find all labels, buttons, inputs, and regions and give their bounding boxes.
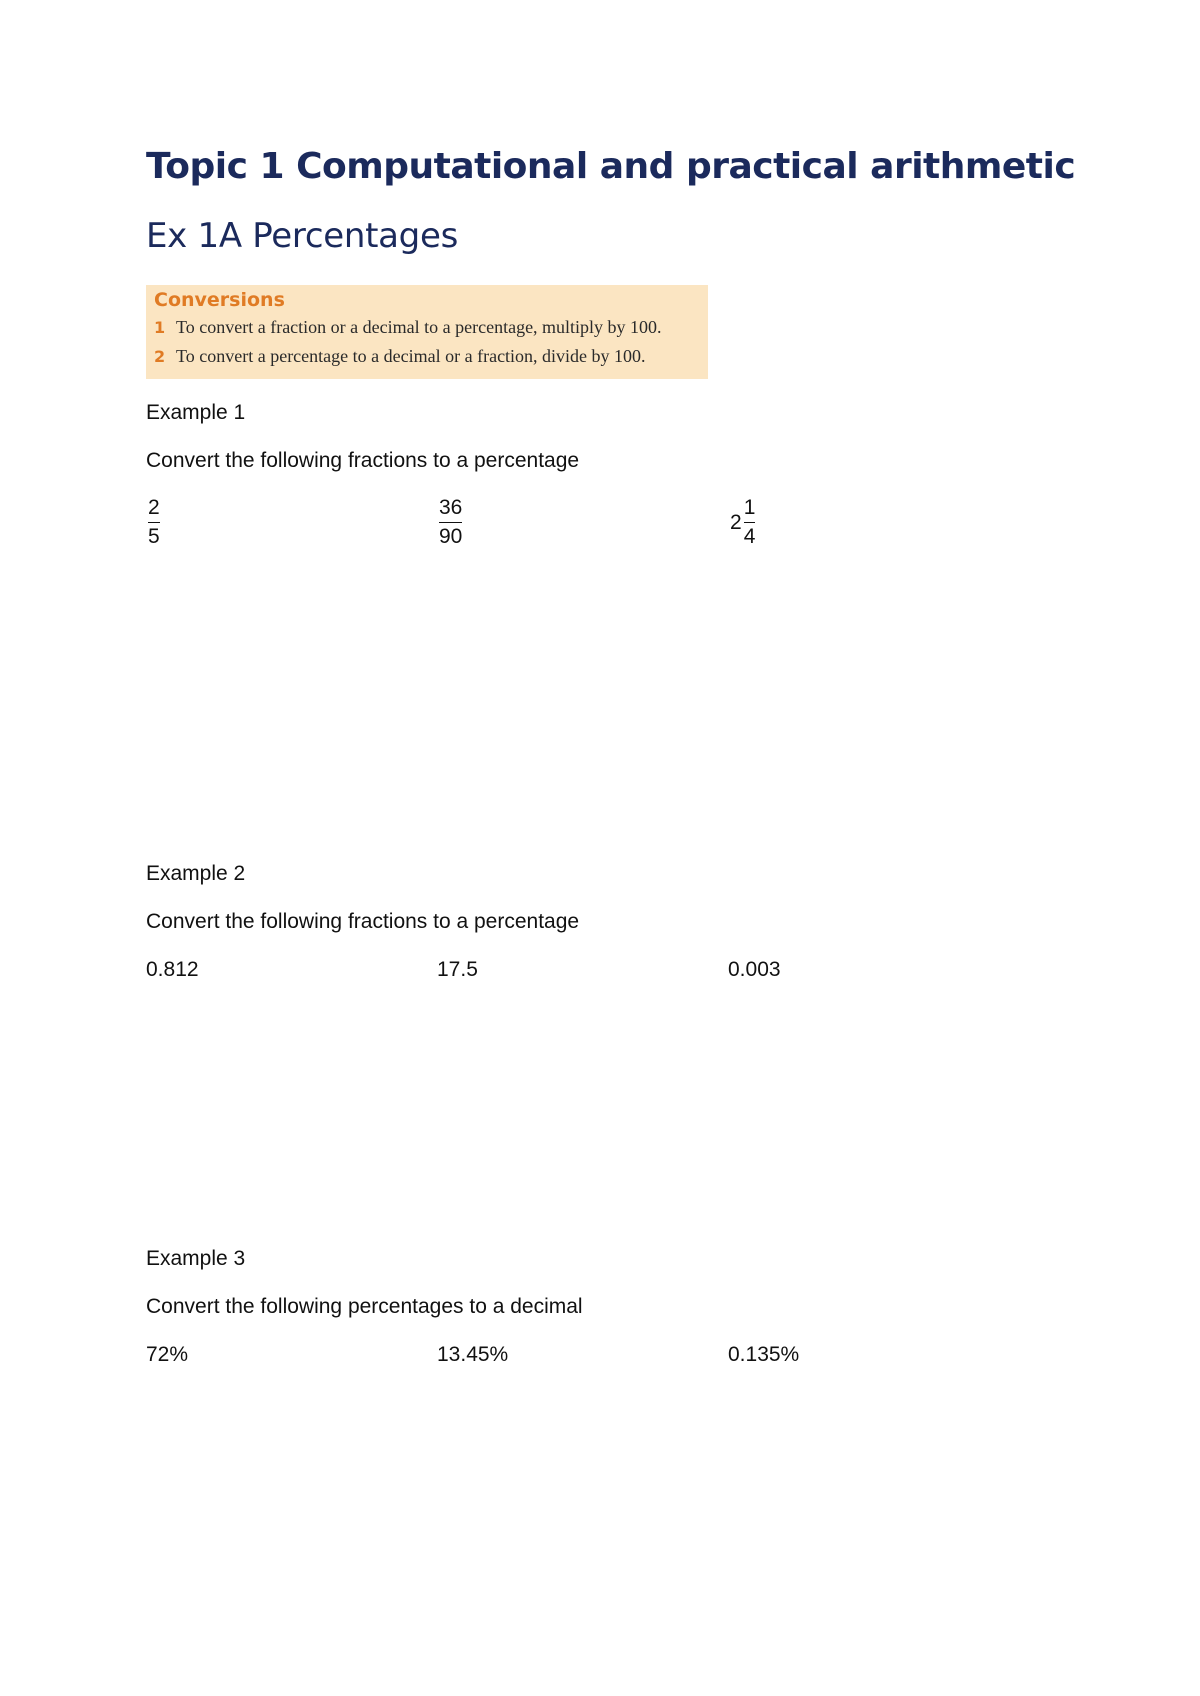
example-2-label: Example 2 <box>146 862 246 885</box>
conversion-rule-text: To convert a percentage to a decimal or a fraction, divide by 100. <box>176 346 646 366</box>
fraction-bar <box>148 522 160 523</box>
topic-title: Topic 1 Computational and practical arithmetic <box>146 146 1076 187</box>
example-2-value-1: 0.812 <box>146 958 199 981</box>
mixed-fraction-whole: 2 <box>730 510 742 534</box>
fraction-denominator: 90 <box>439 525 463 548</box>
example-2-instruction: Convert the following fractions to a percentage <box>146 910 580 933</box>
example-3-instruction: Convert the following percentages to a decimal <box>146 1295 583 1318</box>
mixed-fraction-part <box>744 496 756 549</box>
conversion-rule-number: 2 <box>154 347 166 366</box>
example-1-instruction: Convert the following fractions to a percentage <box>146 449 580 472</box>
example-1-label: Example 1 <box>146 401 246 424</box>
exercise-title: Ex 1A Percentages <box>146 216 458 256</box>
conversion-rule-text: To convert a fraction or a decimal to a percentage, multiply by 100. <box>176 317 662 337</box>
fraction-bar <box>439 522 462 523</box>
fraction-numerator: 36 <box>439 496 463 519</box>
example-3-value-1: 72% <box>146 1343 189 1366</box>
conversions-heading: Conversions <box>154 289 285 311</box>
example-2-value-2: 17.5 <box>437 958 478 981</box>
fraction-numerator: 1 <box>743 496 756 519</box>
fraction-2 <box>439 496 462 549</box>
conversion-rule-number: 1 <box>154 318 166 337</box>
fraction-bar <box>744 522 756 523</box>
example-3-value-2: 13.45% <box>437 1343 509 1366</box>
fraction-denominator: 5 <box>148 525 160 548</box>
fraction-1 <box>148 496 160 549</box>
conversions-box <box>146 285 708 379</box>
conversion-rule-2 <box>154 346 646 367</box>
fraction-numerator: 2 <box>148 496 160 519</box>
example-3-value-3: 0.135% <box>728 1343 800 1366</box>
example-3-label: Example 3 <box>146 1247 246 1270</box>
conversion-rule-1 <box>154 317 662 338</box>
example-2-value-3: 0.003 <box>728 958 781 981</box>
mixed-fraction-3 <box>730 496 755 549</box>
fraction-denominator: 4 <box>743 525 756 548</box>
